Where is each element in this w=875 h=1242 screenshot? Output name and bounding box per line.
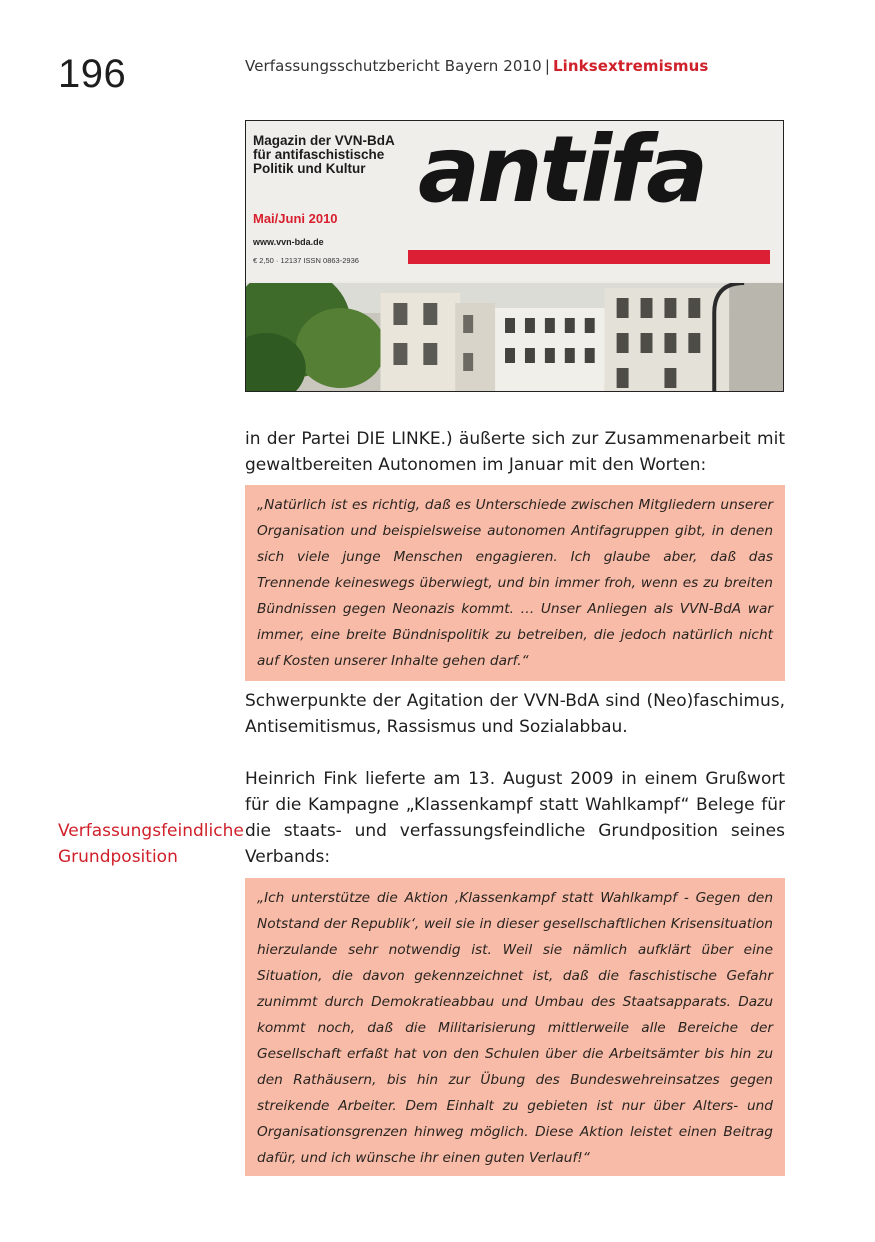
cover-url: www.vvn-bda.de xyxy=(253,237,324,247)
fink-paragraph: Heinrich Fink lieferte am 13. August 2009 in einem Grußwort für die Kampagne „Klassenkampf statt Wahlkampf“ Belege für die staats- und verfassungsfeindliche Grundposition seines Verbands: xyxy=(245,769,785,867)
page-number: 196 xyxy=(58,52,127,96)
cover-price-issn: € 2,50 · 12137 ISSN 0863-2936 xyxy=(253,256,359,265)
running-header xyxy=(245,57,708,75)
cover-red-bar xyxy=(408,250,770,264)
cover-issue-date: Mai/Juni 2010 xyxy=(253,211,338,226)
document-title: Verfassungsschutzbericht Bayern 2010 xyxy=(245,57,542,75)
cover-tagline: Magazin der VVN-BdA für antifaschistische Politik und Kultur xyxy=(253,133,395,176)
quote-box-first: „Natürlich ist es richtig, daß es Unterschiede zwischen Mitgliedern unserer Organisation und beispielsweise autonomen Antifagruppen gibt, in denen sich viele junge Menschen engagieren. Ich glaube aber, daß das Trennende keineswegs überwiegt, und bin immer froh, wenn es zu breiten Bündnissen gegen Neonazis kommt. … Unser Anliegen als VVN-BdA war immer, eine breite Bündnispolitik zu betreiben, die jedoch natürlich nicht auf Kosten unserer Inhalte gehen darf.“ xyxy=(245,485,785,681)
focus-paragraph: Schwerpunkte der Agitation der VVN-BdA sind (Neo)faschimus, Antisemitismus, Rassismus und Sozialabbau. xyxy=(245,691,785,737)
quote-box-second: „Ich unterstütze die Aktion ‚Klassenkampf statt Wahlkampf - Gegen den Notstand der Republik‘, weil sie in dieser gesellschaftlichen Krisensituation hierzulande sehr notwendig ist. Weil sie nämlich aufklärt über eine Situation, die davon gekennzeichnet ist, daß die faschistische Gefahr zunimmt durch Demokratieabbau und Umbau des Staatsapparats. Dazu kommt noch, daß die Militarisierung mittlerweile alle Bereiche der Gesellschaft erfaßt hat von den Schulen über die Arbeitsämter bis hin zu den Rathäusern, bis hin zur Übung des Bundeswehreinsatzes gegen streikende Arbeiter. Dem Einhalt zu gebieten ist nur über Alters- und Organisationsgrenzen hinweg möglich. Diese Aktion leistet einen Beitrag dafür, und ich wünsche ihr einen guten Verlauf!“ xyxy=(245,878,785,1176)
cover-photo-buildings xyxy=(246,283,783,392)
header-separator: | xyxy=(544,57,550,75)
margin-note: Verfassungsfeindliche Grundposition xyxy=(58,821,244,867)
cover-logo: antifa xyxy=(418,120,706,223)
magazine-cover-image xyxy=(245,120,784,392)
intro-paragraph: in der Partei DIE LINKE.) äußerte sich zur Zusammenarbeit mit gewaltbereiten Autonomen im Januar mit den Worten: xyxy=(245,429,785,475)
section-title: Linksextremismus xyxy=(552,57,709,75)
